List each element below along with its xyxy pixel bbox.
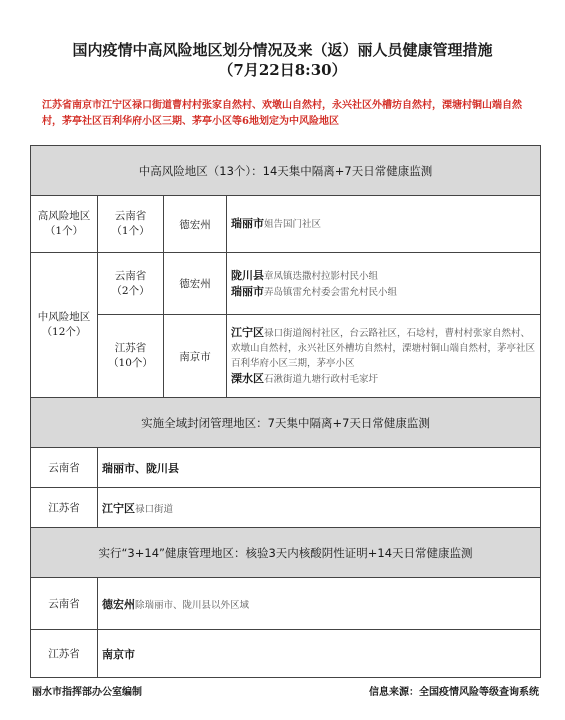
area-list: 瑞丽市、陇川县	[102, 461, 179, 475]
footer-compiler: 丽水市指挥部办公室编制	[32, 687, 142, 698]
province-cell: 云南省	[31, 448, 98, 488]
area-detail: 除瑞丽市、陇川县以外区域	[135, 599, 250, 611]
province-cell: 云南省	[31, 578, 98, 630]
province-cell: 江苏省	[31, 488, 98, 528]
table-row	[31, 315, 541, 398]
section-header-row	[31, 398, 541, 448]
province-cell: 江苏省	[31, 630, 98, 678]
province-name: 云南省	[114, 269, 147, 282]
province-name: 江苏省	[114, 342, 147, 354]
table-row	[31, 196, 541, 253]
area-detail: 姐告国门社区	[264, 219, 322, 230]
level-count: （1个）	[44, 225, 84, 237]
city-cell: 南京市	[164, 315, 227, 398]
level-label: 高风险地区	[37, 210, 91, 222]
county-name: 溧水区	[231, 372, 264, 385]
section-header-row	[31, 146, 541, 196]
area-detail: 石湫街道九塘行政村毛家圩	[264, 374, 379, 385]
area-detail: 章凤镇迭撒村拉影村民小组	[264, 270, 379, 282]
section-header-row	[31, 528, 541, 578]
county-name: 江宁区	[231, 326, 264, 339]
page-title: 国内疫情中高风险地区划分情况及来（返）丽人员健康管理措施	[72, 41, 493, 59]
province-name: 云南省	[114, 210, 147, 222]
area-detail: 禄口街道阁村社区，台云路社区，石埝村，曹村村张家自然村、欢墩山自然村，永兴社区外槽坊自然村，溧塘村铜山端自然村，茅亭社区百利华府小区三期，茅亭小区	[231, 328, 536, 369]
area-detail: 弄岛镇雷允村委会雷允村民小组	[264, 286, 398, 298]
county-name: 南京市	[102, 647, 135, 661]
area-detail: 禄口街道	[135, 503, 174, 515]
table-row	[31, 253, 541, 315]
province-count: （10个）	[108, 357, 153, 369]
area-cell	[227, 315, 541, 398]
county-name: 瑞丽市	[231, 284, 264, 298]
level-cell-high	[31, 196, 98, 253]
level-count: （12个）	[41, 326, 87, 338]
table-row	[31, 488, 541, 528]
notice-text: 江苏省南京市江宁区禄口街道曹村村张家自然村、欢墩山自然村，永兴社区外槽坊自然村，溧塘村铜山端自然村，茅亭社区百利华府小区三期、茅亭小区等6地划定为中风险地区	[42, 100, 522, 127]
city-cell: 德宏州	[164, 253, 227, 315]
section-header-risk-areas: 中高风险地区（13个）：14天集中隔离+7天日常健康监测	[31, 146, 541, 196]
page-date: （7月22日8:30）	[218, 61, 347, 79]
city-cell: 德宏州	[164, 196, 227, 253]
level-label: 中风险地区	[37, 311, 91, 323]
county-name: 瑞丽市	[231, 217, 264, 230]
area-cell	[98, 578, 541, 630]
table-row	[31, 448, 541, 488]
section-header-health-management: 实行“3+14”健康管理地区：核验3天内核酸阴性证明+14天日常健康监测	[31, 528, 541, 578]
risk-table	[30, 145, 541, 678]
area-cell	[98, 448, 541, 488]
table-row	[31, 578, 541, 630]
area-cell	[98, 630, 541, 678]
county-name: 陇川县	[231, 268, 264, 282]
area-cell	[227, 196, 541, 253]
province-cell	[98, 315, 164, 398]
area-cell	[227, 253, 541, 315]
county-name: 德宏州	[102, 597, 135, 611]
table-row	[31, 630, 541, 678]
province-count: （2个）	[111, 284, 150, 297]
footer-source: 信息来源：全国疫情风险等级查询系统	[369, 687, 539, 698]
section-header-lockdown: 实施全域封闭管理地区：7天集中隔离+7天日常健康监测	[31, 398, 541, 448]
province-cell	[98, 253, 164, 315]
province-count: （1个）	[111, 225, 150, 237]
level-cell-medium	[31, 253, 98, 398]
county-name: 江宁区	[102, 501, 135, 515]
area-cell	[98, 488, 541, 528]
province-cell	[98, 196, 164, 253]
